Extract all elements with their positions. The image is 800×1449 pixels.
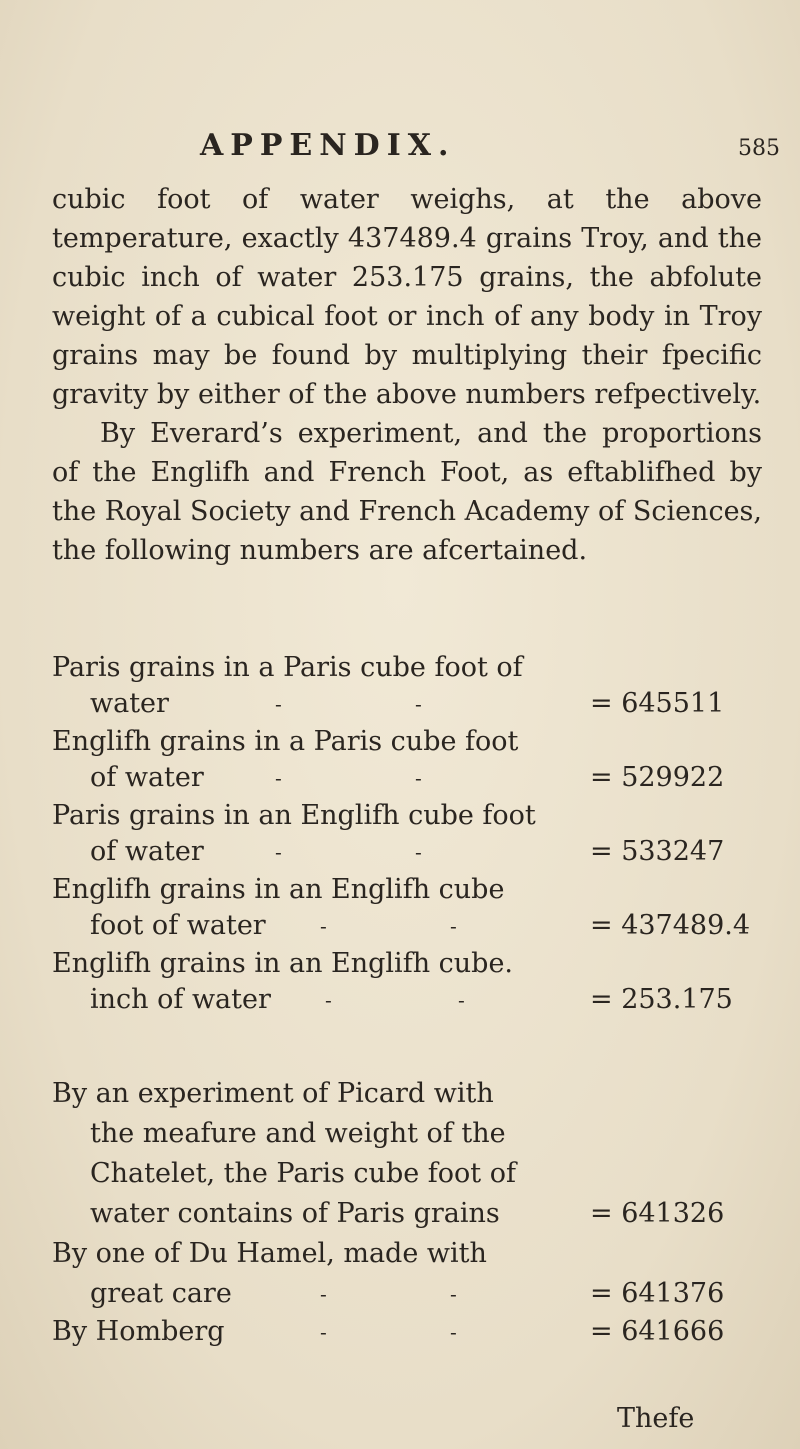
table-row: [0, 910, 800, 946]
row-value: = 641376: [590, 1278, 725, 1309]
row-label: Englifh grains in a Paris cube foot: [52, 726, 519, 757]
row-label: Paris grains in a Paris cube foot of: [52, 652, 523, 683]
row-value: = 437489.4: [590, 910, 751, 941]
table-row: [0, 1238, 800, 1274]
row-label: of water: [90, 836, 204, 867]
table-row: [0, 1118, 800, 1154]
row-value: = 641326: [590, 1198, 725, 1229]
paragraph-weights: cubic foot of water weighs, at the above temperature, exactly 437489.4 grains Troy, and the cubic inch of water 253.175 grains, the abfolute weight of a cubical foot or inch of any body in Troy grains may be found by multiplying their fpecific gravity by either of the above numbers refpectively.: [52, 184, 762, 410]
leader-dash: -: [415, 692, 422, 716]
row-label: Paris grains in an Englifh cube foot: [52, 800, 536, 831]
row-label: of water: [90, 762, 204, 793]
table-row: [0, 1158, 800, 1194]
table-row: [0, 652, 800, 688]
page-number: 585: [738, 136, 780, 161]
leader-dash: -: [415, 840, 422, 864]
paragraph-everard: By Everard’s experiment, and the proportions of the Englifh and French Foot, as eftablifhed by the Royal Society and French Academy of Sciences, the following numbers are afcertained.: [52, 418, 762, 566]
table-row: [0, 1316, 800, 1352]
leader-dash: -: [458, 988, 465, 1012]
running-head: APPENDIX.: [200, 128, 456, 163]
table-row: [0, 1198, 800, 1234]
table-row: [0, 726, 800, 762]
leader-dash: -: [320, 1282, 327, 1306]
table-row: [0, 984, 800, 1020]
table-row: [0, 948, 800, 984]
row-label: Englifh grains in an Englifh cube.: [52, 948, 514, 979]
row-label: Englifh grains in an Englifh cube: [52, 874, 505, 905]
leader-dash: -: [275, 766, 282, 790]
row-label: water: [90, 688, 169, 719]
row-label: water contains of Paris grains: [90, 1198, 500, 1229]
table-row: [0, 762, 800, 798]
row-label: great care: [90, 1278, 232, 1309]
leader-dash: -: [275, 840, 282, 864]
leader-dash: -: [275, 692, 282, 716]
row-label: the meafure and weight of the: [90, 1118, 506, 1149]
table-row: [0, 800, 800, 836]
row-value: = 533247: [590, 836, 725, 867]
row-label: By one of Du Hamel, made with: [52, 1238, 487, 1269]
leader-dash: -: [415, 766, 422, 790]
row-label: inch of water: [90, 984, 271, 1015]
leader-dash: -: [325, 988, 332, 1012]
catchword: Thefe: [617, 1403, 695, 1434]
leader-dash: -: [450, 914, 457, 938]
table-row: [0, 1278, 800, 1314]
leader-dash: -: [450, 1320, 457, 1344]
row-label: By an experiment of Picard with: [52, 1078, 494, 1109]
table-row: [0, 1078, 800, 1114]
table-row: [0, 836, 800, 872]
leader-dash: -: [450, 1282, 457, 1306]
row-value: = 645511: [590, 688, 725, 719]
table-row: [0, 688, 800, 724]
page-header: [0, 128, 800, 168]
leader-dash: -: [320, 914, 327, 938]
row-value: = 641666: [590, 1316, 725, 1347]
leader-dash: -: [320, 1320, 327, 1344]
row-label: Chatelet, the Paris cube foot of: [90, 1158, 516, 1189]
row-label: foot of water: [90, 910, 266, 941]
row-label: By Homberg: [52, 1316, 225, 1347]
row-value: = 253.175: [590, 984, 733, 1015]
row-value: = 529922: [590, 762, 725, 793]
table-row: [0, 874, 800, 910]
